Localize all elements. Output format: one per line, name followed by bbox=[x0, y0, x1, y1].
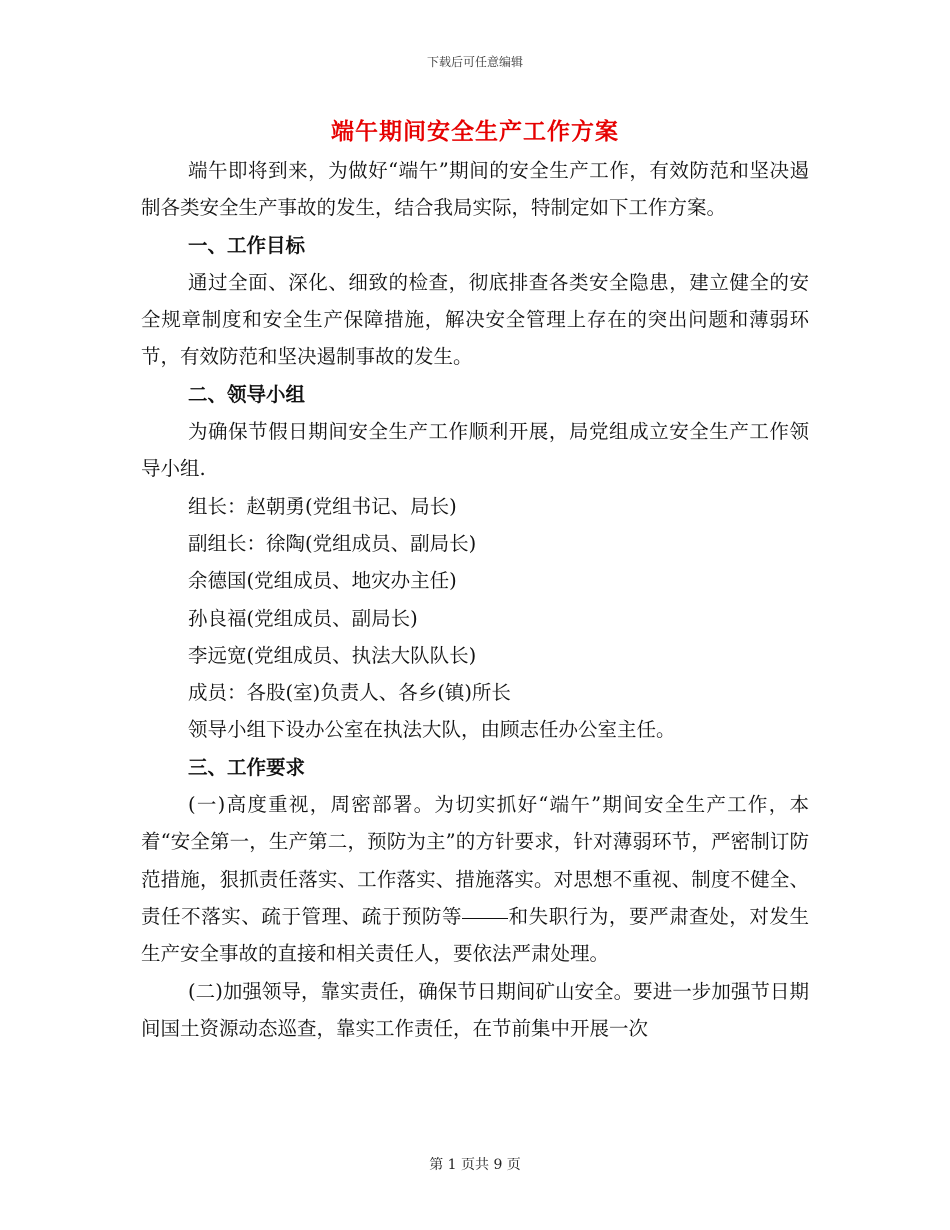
leader-line: 组长：赵朝勇(党组书记、局长) bbox=[188, 494, 457, 518]
intro-paragraph: 端午即将到来，为做好“端午”期间的安全生产工作，有效防范和坚决遏制各类安全生产事故的发生，结合我局实际，特制定如下工作方案。 bbox=[141, 159, 809, 220]
requirement-1-text: (一)高度重视，周密部署。为切实抓好“端午”期间安全生产工作，本着“安全第一，生产第二，预防为主”的方针要求，针对薄弱环节，严密制订防范措施，狠抓责任落实、工作落实、措施落实。对思想不重视、制度不健全、责任不落实、疏于管理、疏于预防等 bbox=[141, 793, 809, 928]
member-line: 孙良福(党组成员、副局长) bbox=[188, 606, 418, 630]
deputy-leader-line: 副组长：徐陶(党组成员、副局长) bbox=[188, 531, 477, 555]
requirement-2-paragraph: (二)加强领导，靠实责任，确保节日期间矿山安全。要进一步加强节日期间国土资源动态巡查，靠实工作责任，在节前集中开展一次 bbox=[141, 979, 809, 1040]
leadership-intro-paragraph: 为确保节假日期间安全生产工作顺利开展，局党组成立安全生产工作领导小组. bbox=[141, 420, 809, 481]
requirement-1-paragraph bbox=[141, 786, 809, 972]
member-line: 李远宽(党组成员、执法大队队长) bbox=[188, 643, 477, 667]
blank-underline bbox=[462, 917, 508, 919]
goal-paragraph: 通过全面、深化、细致的检查，彻底排查各类安全隐患，建立健全的安全规章制度和安全生产保障措施，解决安全管理上存在的突出问题和薄弱环节，有效防范和坚决遏制事故的发生。 bbox=[141, 270, 809, 369]
section-heading-requirements: 三、工作要求 bbox=[188, 755, 306, 779]
page-footer: 第 1 页共 9 页 bbox=[429, 1157, 521, 1173]
section-heading-goal: 一、工作目标 bbox=[188, 233, 306, 257]
members-line: 成员：各股(室)负责人、各乡(镇)所长 bbox=[188, 681, 511, 705]
requirement-1-text-cont: 和失职行为，要严肃查处，对发生生产安全事故的直接和相关责任人，要依法严肃处理。 bbox=[141, 904, 809, 966]
document-title: 端午期间安全生产工作方案 bbox=[331, 118, 619, 145]
office-line: 领导小组下设办公室在执法大队，由顾志任办公室主任。 bbox=[188, 718, 676, 742]
member-line: 余德国(党组成员、地灾办主任) bbox=[188, 569, 457, 593]
document-body bbox=[141, 152, 809, 1047]
section-heading-leadership: 二、领导小组 bbox=[188, 382, 306, 406]
header-note: 下载后可任意编辑 bbox=[426, 55, 523, 69]
